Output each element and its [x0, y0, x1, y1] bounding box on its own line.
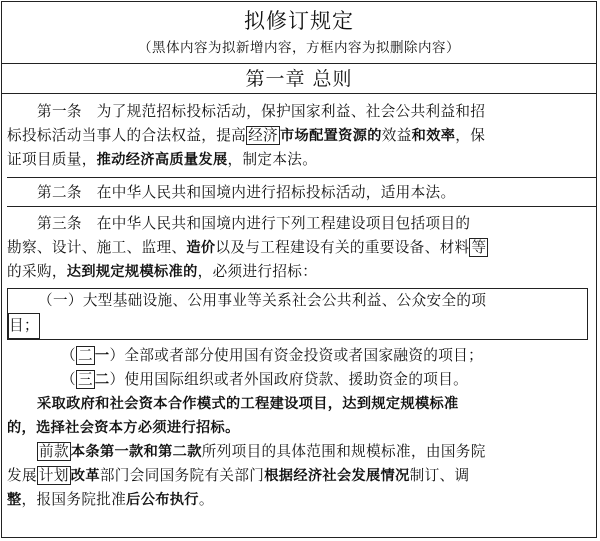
item-3 [7, 368, 596, 392]
deleted-text: 等 [471, 239, 487, 256]
deleted-text: 计划 [38, 467, 69, 484]
text-segment: ）使用国际组织或者外国政府贷款、援助资金的项目。 [109, 371, 469, 388]
text-segment: 制订、调 [409, 467, 470, 484]
text-segment: 标投标活动当事人的合法权益，提高 [7, 127, 247, 144]
document-table [1, 1, 597, 538]
added-text: 二 [94, 372, 110, 388]
deleted-text: 二 [77, 347, 93, 364]
text-segment: 发展 [7, 467, 37, 484]
deleted-text: 经济 [248, 127, 278, 144]
deleted-text: 目； [8, 313, 40, 339]
article-3-line-3 [7, 260, 596, 284]
text-segment: 所列项目的具体范围和规模标准，由国务院 [201, 443, 486, 460]
added-text: 采取政府和社会资本合作模式的工程建设项目，达到规定规模标准 [37, 396, 459, 412]
added-text: 造价 [186, 240, 216, 256]
article-3-line-2 [7, 236, 596, 260]
article-1-line-1: 第一条 为了规范招标投标活动，保护国家利益、社会公共利益和招 [37, 103, 486, 120]
document-body [2, 94, 596, 512]
article-3-line-1: 第三条 在中华人民共和国境内进行下列工程建设项目包括项目的 [37, 215, 471, 232]
text-segment: 效益 [381, 127, 412, 144]
text-segment: ，必须进行招标： [197, 263, 318, 280]
article-2 [7, 178, 596, 207]
added-text: 推动经济高质量发展 [96, 152, 228, 168]
deleted-item-1-line-1: （一）大型基础设施、公用事业等关系社会公共利益、公众安全的项 [38, 292, 487, 309]
article-1-line-3 [7, 148, 596, 172]
added-text: 改革 [70, 468, 100, 484]
deleted-item-1-box [7, 288, 588, 340]
scope-line-3 [7, 488, 596, 512]
deleted-text: 前款 [39, 443, 69, 460]
document-title: 拟修订规定 [244, 9, 354, 33]
added-text: 达到规定规模标准的 [66, 264, 198, 280]
added-text: 一 [94, 348, 110, 364]
added-text: 和效率 [411, 128, 456, 144]
ppp-line-2 [7, 416, 596, 440]
text-segment: （ [61, 371, 76, 388]
added-text: 本条第一款和第二款 [70, 444, 202, 460]
text-segment: 勘察、设计、施工、监理、 [7, 239, 187, 256]
text-segment: （ [61, 347, 76, 364]
text-segment: 的采购， [7, 263, 67, 280]
text-segment: 以及与工程建设有关的重要设备、材料 [215, 239, 470, 256]
document-header [2, 2, 596, 64]
text-segment: ）全部或者部分使用国有资金投资或者国家融资的项目； [109, 347, 484, 364]
text-segment: ，保 [455, 127, 486, 144]
text-segment: 证项目质量， [7, 151, 97, 168]
text-segment: 。 [198, 491, 214, 508]
text-segment: ，报国务院批准 [21, 491, 127, 508]
added-text: 的，选择社会资本方必须进行招标。 [7, 420, 240, 436]
deleted-item-1-line-2 [8, 313, 587, 339]
added-text: 后公布执行 [126, 492, 199, 508]
item-2 [7, 344, 596, 368]
added-text: 市场配置资源的 [280, 128, 382, 144]
article-1-line-2 [7, 124, 596, 148]
scope-line-2 [7, 464, 596, 488]
scope-line-1 [7, 440, 596, 464]
ppp-line-1 [7, 392, 596, 416]
chapter-heading: 第一章 总则 [2, 64, 596, 94]
deleted-text: 三 [77, 371, 93, 388]
article-2-line-1: 第二条 在中华人民共和国境内进行招标投标活动，适用本法。 [37, 184, 456, 201]
document-subtitle: （黑体内容为拟新增内容，方框内容为拟删除内容） [138, 40, 460, 56]
article-1 [7, 94, 596, 178]
added-text: 整 [7, 492, 22, 508]
added-text: 根据经济社会发展情况 [264, 468, 410, 484]
text-segment: 部门会同国务院有关部门 [99, 467, 265, 484]
text-segment: ，制定本法。 [227, 151, 318, 168]
article-3 [7, 207, 596, 512]
